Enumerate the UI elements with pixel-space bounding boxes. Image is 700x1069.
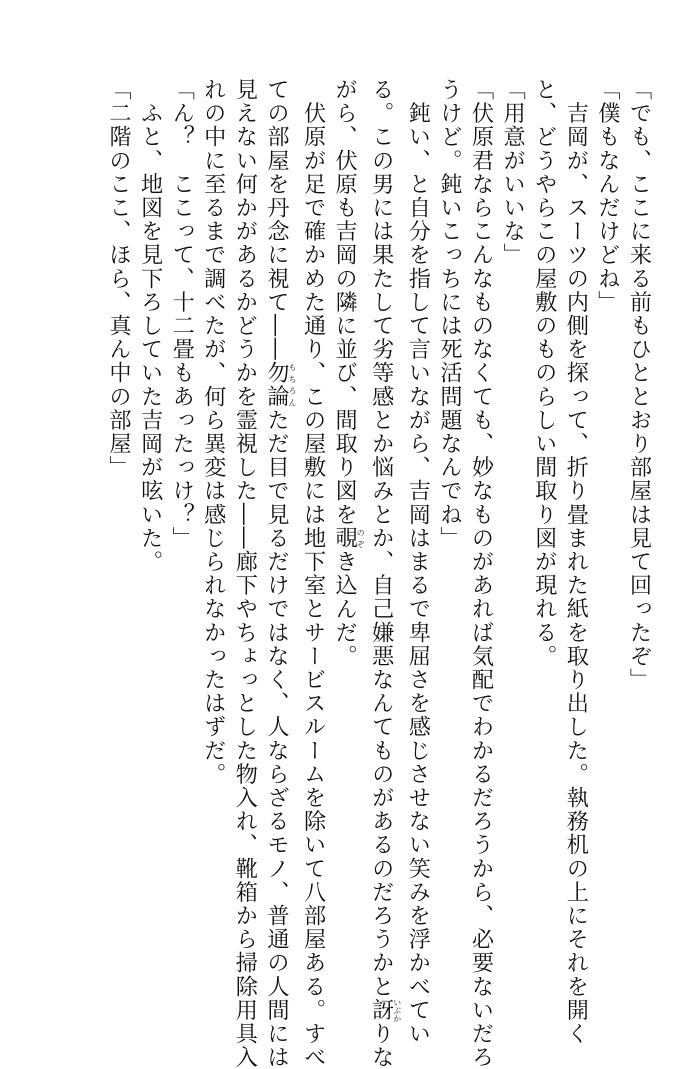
text-line-11: 伏原が足で確かめた通り、この屋敷には地下室とサービスルームを除いて八部屋ある。すべ bbox=[300, 78, 327, 1069]
text-line-8: 鈍い、と自分を指して言いながら、吉岡はまるで卑屈さを感じさせない笑みを浮かべてい bbox=[404, 78, 431, 1046]
text-line-6: 「伏原君ならこんなものなくても、妙なものがあれば気配でわかるだろうから、必要ないだろ bbox=[468, 78, 495, 1069]
ruby-mochiron-base: 勿論 bbox=[263, 361, 290, 409]
text-line-12 bbox=[260, 78, 297, 1069]
text-line-3: 吉岡が、スーツの内側を探って、折り畳まれた紙を取り出した。執務机の上にそれを開く bbox=[562, 78, 589, 1046]
text-line-7: うけど。鈍いこっちには死活問題なんでね」 bbox=[436, 78, 463, 550]
text-line-9 bbox=[365, 78, 402, 1069]
ruby-nozoki bbox=[331, 526, 366, 551]
text-line-12-body: ての部屋を丹念に視て―― bbox=[263, 78, 290, 362]
ruby-mochiron bbox=[263, 361, 297, 409]
text-line-9-tail: りな bbox=[368, 1022, 395, 1069]
text-line-17: 「二階のここ、ほら、真ん中の部屋」 bbox=[105, 78, 132, 480]
ruby-ibukari-reading: いぶか bbox=[392, 998, 402, 1023]
text-line-15: 「ん？ ここって、十二畳もあったっけ？」 bbox=[168, 78, 195, 550]
text-line-10 bbox=[328, 78, 365, 978]
text-line-10-body: がら、伏原も吉岡の隣に並び、間取り図を bbox=[331, 78, 358, 527]
text-line-10-tail: き込んだ。 bbox=[331, 550, 358, 669]
text-line-12-tail: ただ目で見るだけではなく、人ならざるモノ、普通の人間には bbox=[263, 408, 290, 1069]
text-line-13: 見えない何かがあるかどうかを霊視した――廊下やちょっとした物入れ、靴箱から掃除用具入 bbox=[231, 78, 258, 1069]
text-line-14: れの中に至るまで調べたが、何ら異変は感じられなかったはずだ。 bbox=[200, 78, 227, 786]
text-line-9-body: る。この男には果たして劣等感とか悩みとか、自己嫌悪なんてものがあるのだろうかと bbox=[368, 78, 395, 999]
text-line-2: 「僕もなんだけどね」 bbox=[594, 78, 621, 314]
text-line-5: 「用意がいいな」 bbox=[499, 78, 526, 267]
vertical-text-body bbox=[102, 78, 654, 1069]
ruby-nozoki-base: 覗 bbox=[331, 526, 358, 551]
ruby-mochiron-reading: もちろん bbox=[287, 361, 297, 409]
ruby-ibukari bbox=[368, 998, 402, 1023]
ruby-nozoki-reading: のぞ bbox=[356, 526, 366, 550]
text-line-4: と、どうやらこの屋敷のものらしい間取り図が現れる。 bbox=[531, 78, 558, 668]
text-line-1: 「でも、ここに来る前もひととおり部屋は見て回ったぞ」 bbox=[626, 78, 652, 692]
text-line-16: ふと、地図を見下ろしていた吉岡が呟いた。 bbox=[137, 78, 164, 574]
ruby-ibukari-base: 訝 bbox=[368, 998, 395, 1023]
